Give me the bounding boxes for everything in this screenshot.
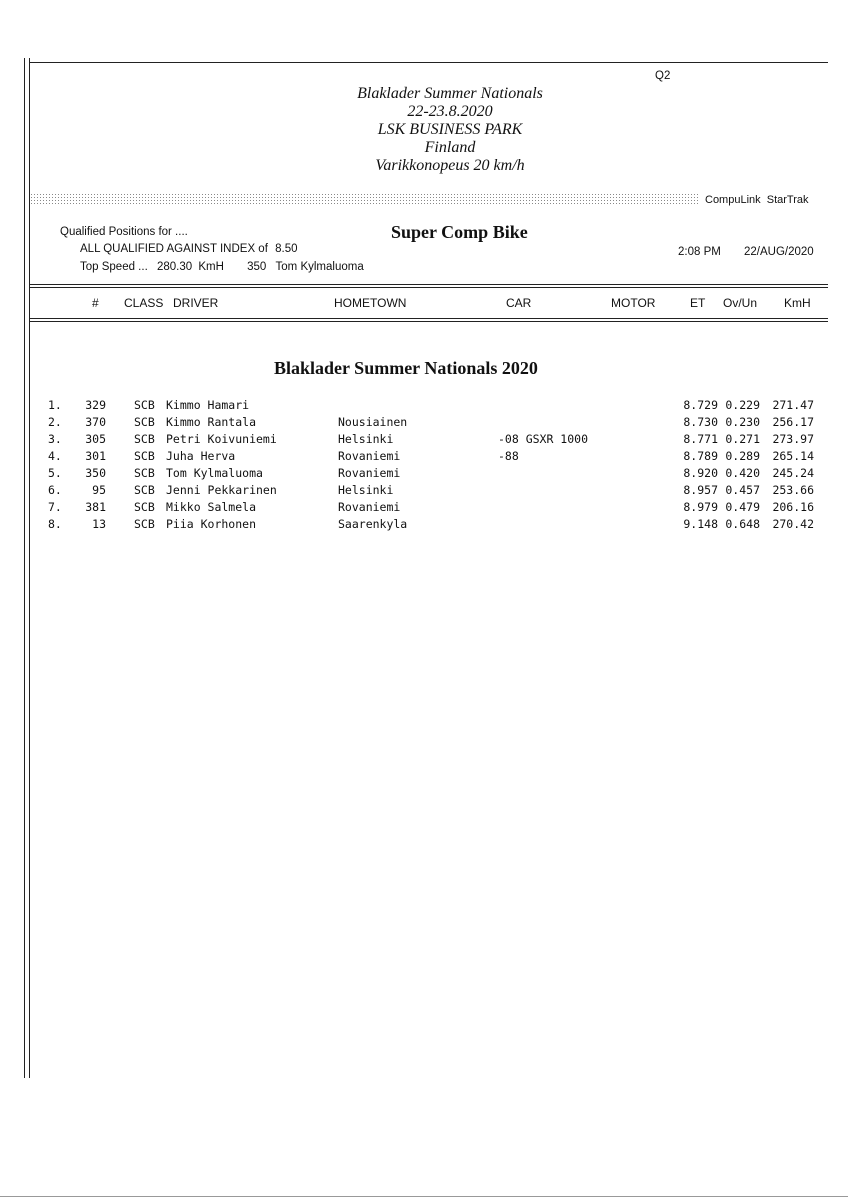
car-number: 95 — [92, 483, 106, 497]
driver-name: Mikko Salmela — [166, 500, 257, 514]
speed-kmh: 206.16 — [772, 500, 814, 514]
speed-kmh: 270.42 — [772, 517, 814, 531]
driver-name: Kimmo Rantala — [166, 415, 257, 429]
left-border — [24, 58, 25, 1078]
header-rule-bottom-2 — [29, 321, 828, 322]
car-number: 305 — [85, 432, 106, 446]
position: 1. — [48, 398, 62, 412]
driver-name: Jenni Pekkarinen — [166, 483, 277, 497]
speed-kmh: 253.66 — [772, 483, 814, 497]
col-header-car: CAR — [506, 296, 532, 310]
speed-kmh: 245.24 — [772, 466, 814, 480]
speed-kmh: 271.47 — [772, 398, 814, 412]
top-speed-car-number: 350 — [247, 261, 267, 273]
elapsed-time: 8.789 — [683, 449, 718, 463]
elapsed-time: 8.920 — [683, 466, 718, 480]
class-code: SCB — [134, 483, 155, 497]
col-header-hometown: HOMETOWN — [334, 296, 407, 310]
over-under: 0.648 — [725, 517, 760, 531]
table-row — [0, 466, 848, 483]
position: 6. — [48, 483, 62, 497]
table-row — [0, 483, 848, 500]
table-row — [0, 432, 848, 449]
car-number: 301 — [85, 449, 106, 463]
session-code: Q2 — [655, 70, 671, 82]
position: 8. — [48, 517, 62, 531]
index-line — [80, 243, 298, 255]
hometown: Helsinki — [338, 432, 394, 446]
position: 3. — [48, 432, 62, 446]
car: -88 — [498, 449, 519, 463]
car-number: 329 — [85, 398, 106, 412]
position: 2. — [48, 415, 62, 429]
class-title: Super Comp Bike — [391, 222, 528, 242]
table-row — [0, 449, 848, 466]
class-code: SCB — [134, 517, 155, 531]
class-code: SCB — [134, 449, 155, 463]
class-code: SCB — [134, 466, 155, 480]
over-under: 0.229 — [725, 398, 760, 412]
top-rule — [29, 62, 828, 63]
dither-band — [30, 193, 698, 205]
event-title-block — [300, 85, 600, 175]
col-header-driver: DRIVER — [173, 296, 219, 310]
event-name: Blaklader Summer Nationals — [357, 85, 543, 102]
car-number: 13 — [92, 517, 106, 531]
driver-name: Petri Koivuniemi — [166, 432, 277, 446]
over-under: 0.457 — [725, 483, 760, 497]
over-under: 0.479 — [725, 500, 760, 514]
over-under: 0.420 — [725, 466, 760, 480]
class-code: SCB — [134, 398, 155, 412]
section-title: Blaklader Summer Nationals 2020 — [274, 358, 538, 378]
hometown: Rovaniemi — [338, 449, 401, 463]
elapsed-time: 8.957 — [683, 483, 718, 497]
position: 4. — [48, 449, 62, 463]
driver-name: Kimmo Hamari — [166, 398, 250, 412]
position: 7. — [48, 500, 62, 514]
car: -08 GSXR 1000 — [498, 432, 589, 446]
report-time: 2:08 PM — [678, 246, 721, 258]
car-number: 370 — [85, 415, 106, 429]
header-rule-top — [29, 284, 828, 285]
speed-kmh: 265.14 — [772, 449, 814, 463]
col-header-motor: MOTOR — [611, 296, 656, 310]
event-dates: 22-23.8.2020 — [407, 103, 493, 120]
car-number: 350 — [85, 466, 106, 480]
elapsed-time: 8.771 — [683, 432, 718, 446]
col-header-num: # — [92, 296, 99, 310]
event-note: Varikkonopeus 20 km/h — [375, 157, 525, 174]
header-rule-bottom — [29, 318, 828, 319]
over-under: 0.271 — [725, 432, 760, 446]
hometown: Rovaniemi — [338, 500, 401, 514]
elapsed-time: 9.148 — [683, 517, 718, 531]
index-value: 8.50 — [275, 243, 298, 255]
top-speed-driver: Tom Kylmaluoma — [275, 261, 364, 273]
car-number: 381 — [85, 500, 106, 514]
top-speed-line — [80, 261, 364, 273]
speed-kmh: 273.97 — [772, 432, 814, 446]
hometown: Rovaniemi — [338, 466, 401, 480]
report-date: 22/AUG/2020 — [744, 246, 814, 258]
bottom-page-rule — [0, 1196, 848, 1197]
driver-name: Piia Korhonen — [166, 517, 257, 531]
header-rule-top-2 — [29, 287, 828, 288]
table-row — [0, 398, 848, 415]
class-code: SCB — [134, 500, 155, 514]
over-under: 0.230 — [725, 415, 760, 429]
col-header-class: CLASS — [124, 296, 164, 310]
col-header-kmh: KmH — [784, 296, 811, 310]
col-header-et: ET — [690, 296, 706, 310]
system-label: CompuLink StarTrak — [705, 194, 809, 206]
hometown: Saarenkyla — [338, 517, 408, 531]
speed-kmh: 256.17 — [772, 415, 814, 429]
event-venue: LSK BUSINESS PARK — [377, 121, 523, 138]
left-border-inner — [29, 58, 30, 1078]
col-header-ovun: Ov/Un — [723, 296, 758, 310]
qualified-label: Qualified Positions for .... — [60, 226, 188, 238]
class-code: SCB — [134, 432, 155, 446]
top-speed-value: 280.30 — [156, 261, 193, 273]
table-row — [0, 415, 848, 432]
table-row — [0, 500, 848, 517]
elapsed-time: 8.730 — [683, 415, 718, 429]
top-speed-label: Top Speed ... — [80, 261, 148, 273]
driver-name: Tom Kylmaluoma — [166, 466, 263, 480]
class-code: SCB — [134, 415, 155, 429]
top-speed-unit: KmH — [198, 261, 224, 273]
hometown: Helsinki — [338, 483, 394, 497]
hometown: Nousiainen — [338, 415, 408, 429]
elapsed-time: 8.729 — [683, 398, 718, 412]
elapsed-time: 8.979 — [683, 500, 718, 514]
index-label: ALL QUALIFIED AGAINST INDEX of — [80, 243, 268, 255]
position: 5. — [48, 466, 62, 480]
table-row — [0, 517, 848, 534]
over-under: 0.289 — [725, 449, 760, 463]
driver-name: Juha Herva — [166, 449, 236, 463]
event-country: Finland — [424, 139, 476, 156]
